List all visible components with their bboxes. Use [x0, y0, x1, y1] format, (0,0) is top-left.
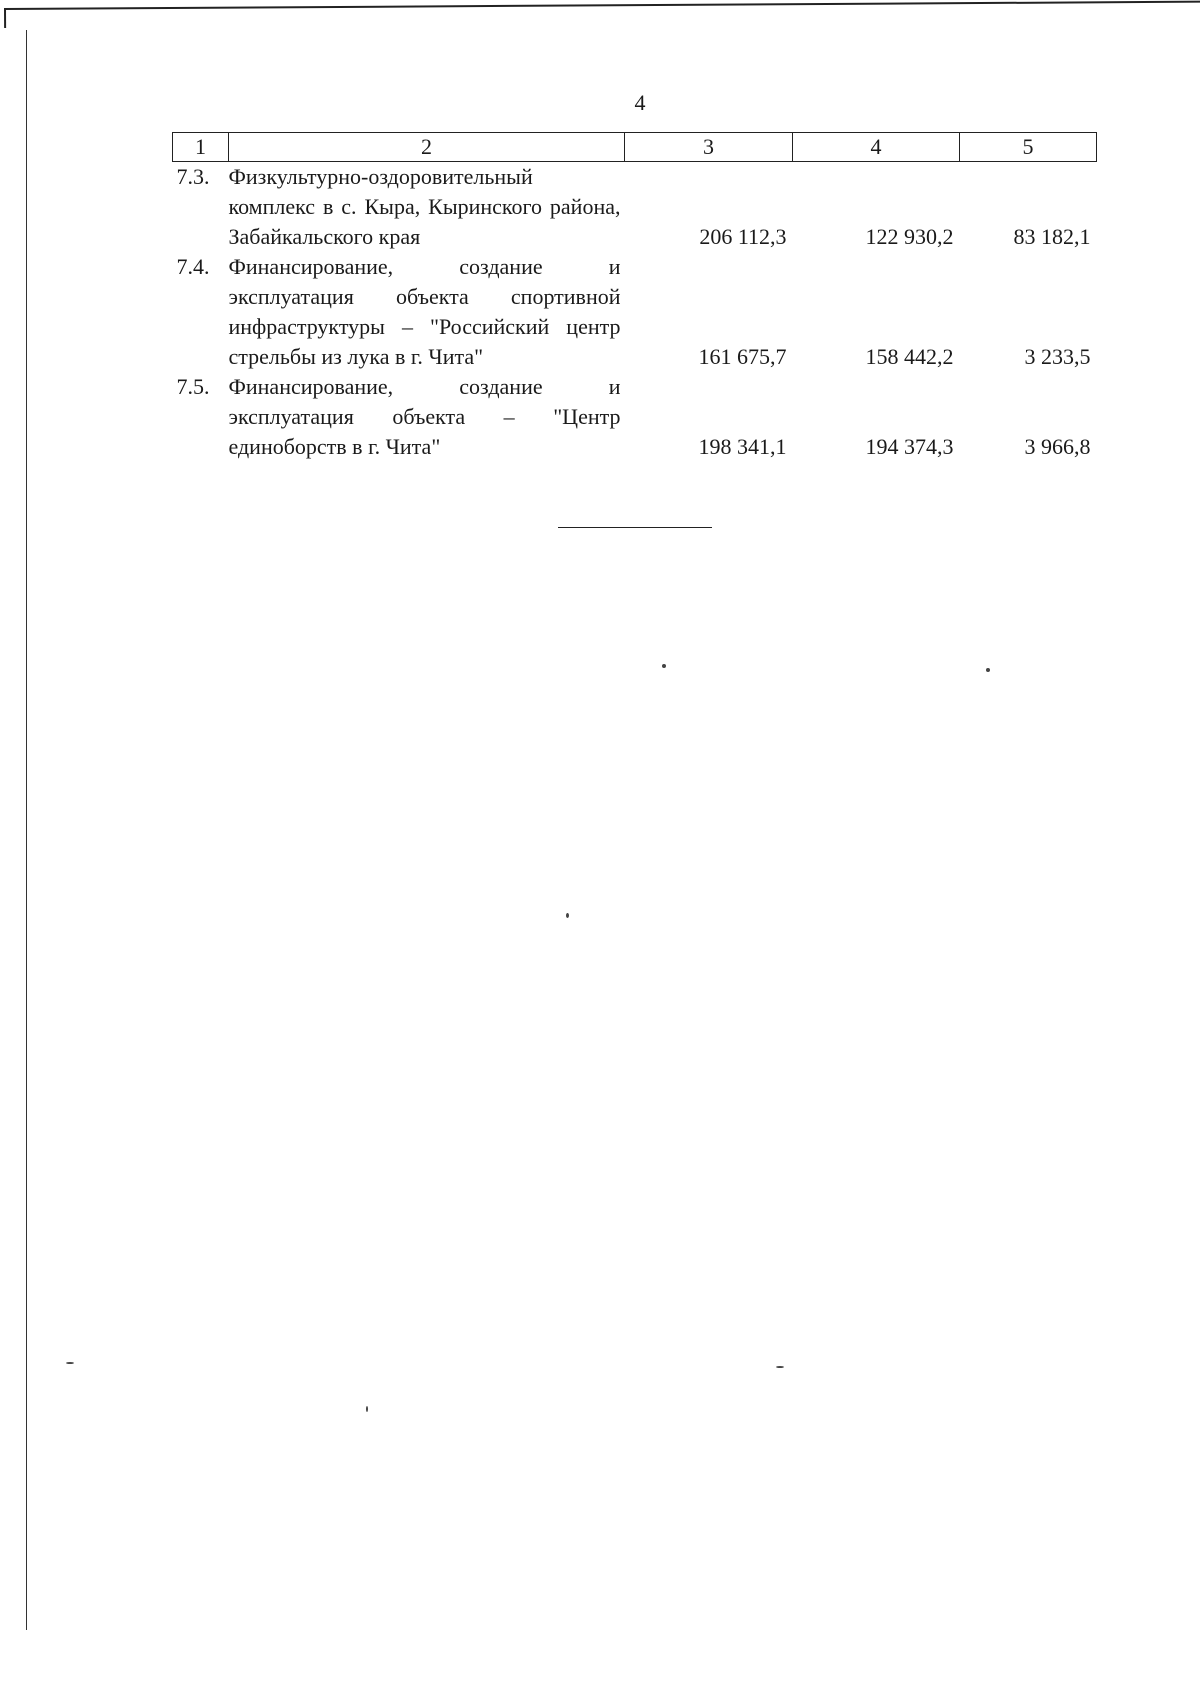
- page-number: 4: [634, 90, 646, 115]
- header-col-2: 2: [229, 133, 625, 162]
- table-row: [173, 252, 1097, 372]
- row-description: Финансирование, создание и эксплуатация объекта спортивной инфраструктуры – "Российский центр стрельбы из лука в г. Чита": [228, 254, 621, 369]
- row-number: 7.3.: [176, 164, 210, 189]
- header-col-4: 4: [793, 133, 960, 162]
- row-value-col4: 194 374,3: [865, 434, 954, 459]
- row-value-col5: 3 233,5: [1024, 344, 1091, 369]
- row-value-col4: 158 442,2: [865, 344, 954, 369]
- scan-speck: [566, 913, 569, 918]
- scan-edge-left: [26, 30, 27, 1630]
- row-value-col4: 122 930,2: [865, 224, 954, 249]
- row-value-col5: 83 182,1: [1013, 224, 1091, 249]
- scan-edge-top: [4, 1, 1200, 28]
- scan-speck: [662, 664, 666, 668]
- scan-speck: [776, 1366, 784, 1368]
- header-col-3: 3: [625, 133, 793, 162]
- budget-table: [172, 132, 1097, 462]
- header-col-1: 1: [173, 133, 229, 162]
- scan-speck: [366, 1406, 368, 1412]
- row-description: Финансирование, создание и эксплуатация объекта – "Центр единоборств в г. Чита": [228, 374, 621, 459]
- scan-speck: [986, 668, 990, 672]
- row-value-col3: 161 675,7: [698, 344, 787, 369]
- end-of-table-rule: [558, 527, 712, 528]
- row-value-col3: 206 112,3: [699, 224, 787, 249]
- row-number: 7.4.: [176, 254, 210, 279]
- table-row: [173, 372, 1097, 462]
- row-description: Физкультурно-оздоровительный комплекс в с. Кыра, Кыринского района, Забайкальского края: [228, 164, 621, 249]
- table-header: [173, 133, 1097, 162]
- header-col-5: 5: [960, 133, 1097, 162]
- scan-speck: [66, 1362, 74, 1364]
- row-value-col5: 3 966,8: [1024, 434, 1091, 459]
- table-row: [173, 162, 1097, 253]
- row-value-col3: 198 341,1: [698, 434, 787, 459]
- row-number: 7.5.: [176, 374, 210, 399]
- table-body: [173, 162, 1097, 463]
- header-row: [173, 133, 1097, 162]
